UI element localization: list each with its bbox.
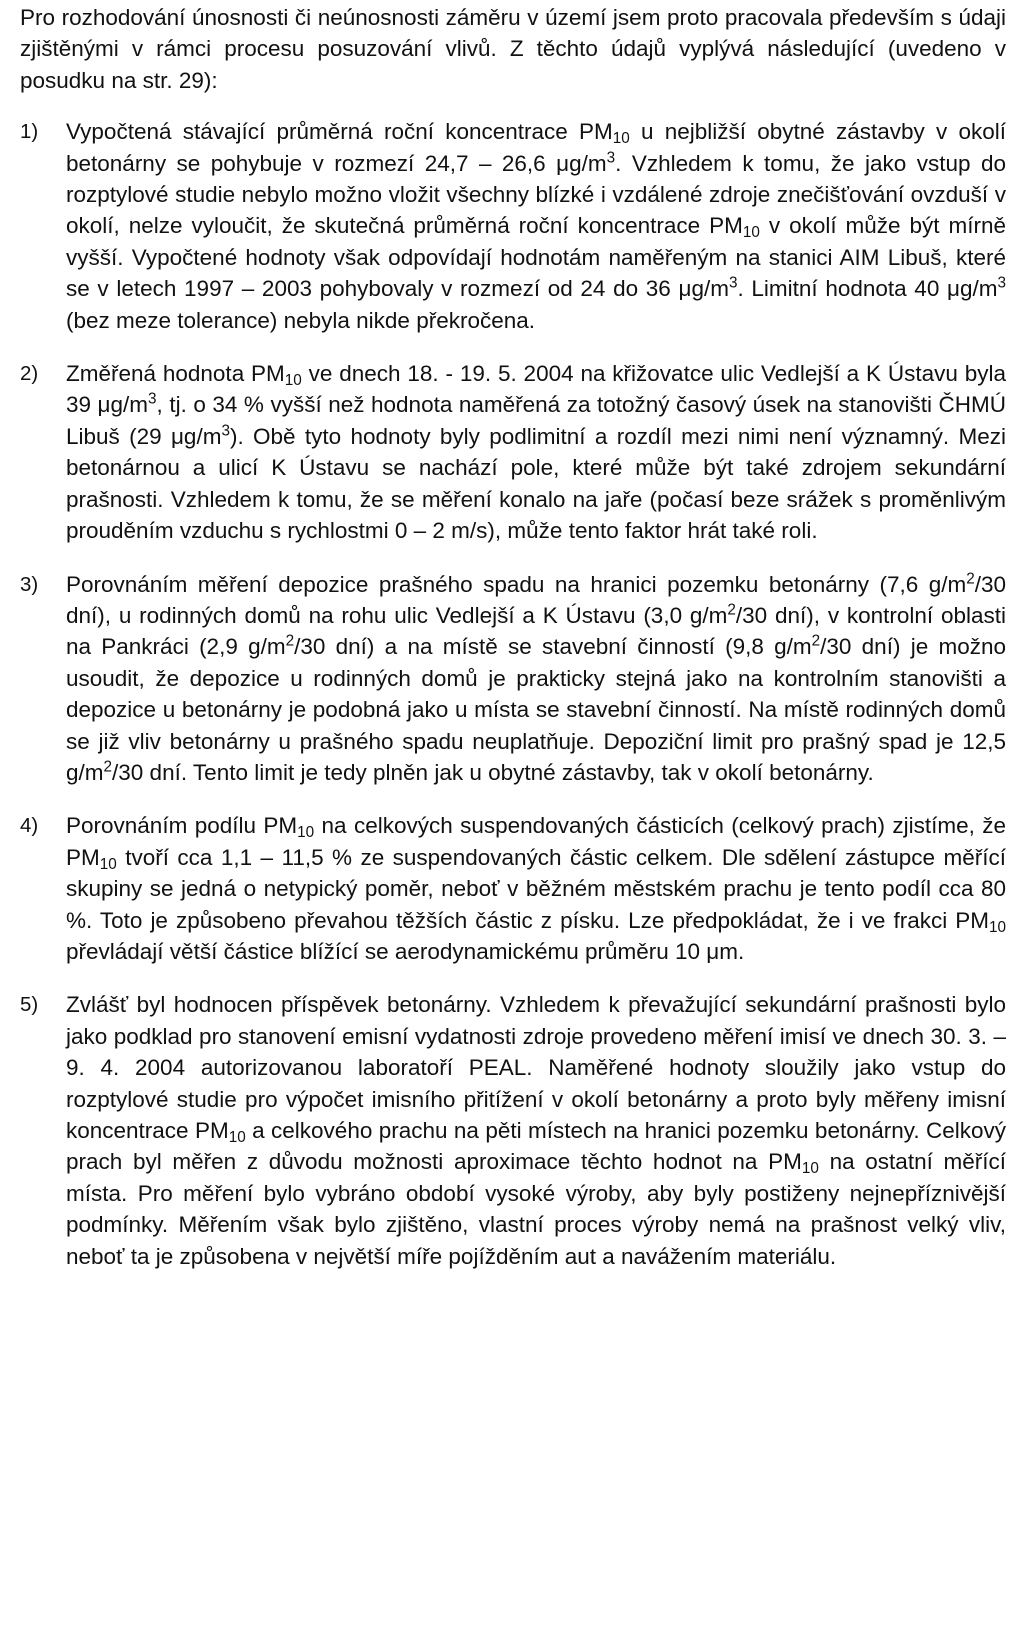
item-text <box>66 989 1006 1272</box>
text-run: /30 dní), u rodinných domů na rohu ulic Vedlejší a K Ústavu (3,0 g/m <box>66 571 1006 628</box>
item-number: 4) <box>20 814 39 838</box>
text-run: . Vzhledem k tomu, že jako vstup do rozptylové studie nebylo možno vložit všechny blízké i vzdálené zdroje znečišťování ovzduší v okolí, nelze vyloučit, že skutečná průměrná roční koncentrace PM <box>66 150 1006 239</box>
subscript: 10 <box>742 224 760 242</box>
findings-list <box>20 116 1006 1272</box>
text-run: ve dnech 18. - 19. 5. 2004 na křižovatce ulic Vedlejší a K Ústavu byla 39 μg/m <box>66 361 1006 418</box>
superscript: 2 <box>285 632 295 650</box>
text-run: Zvlášť byl hodnocen příspěvek betonárny. Vzhledem k převažující sekundární prašnosti bylo jako podklad pro stanovení emisní vydatnosti zdroje provedeno měření imisí ve dnech 30. 3. – 9. 4. 2004 autorizovanou laboratoří PEAL. Naměřené hodnoty sloužily jako vstup do rozptylové studie pro výpočet imisního přitížení v okolí betonárny a proto byly měřeny imisní koncentrace PM <box>66 992 1006 1143</box>
intro-text: Pro rozhodování únosnosti či neúnosnosti záměru v území jsem proto pracovala především s údaji zjištěnými v rámci procesu posuzování vlivů. Z těchto údajů vyplývá následující (uvedeno v posudku na str. 29): <box>20 5 1006 93</box>
item-number: 1) <box>20 120 39 144</box>
item-text <box>66 569 1006 789</box>
text-run: . Limitní hodnota 40 μg/m <box>737 276 998 302</box>
item-text <box>66 810 1006 967</box>
text-run: ). Obě tyto hodnoty byly podlimitní a rozdíl mezi nimi není významný. Mezi betonárnou a ulicí K Ústavu se nachází pole, které může být také zdrojem sekundární prašnosti. Vzhledem k tomu, že se měření konalo na jaře (počasí beze srážek s proměnlivým prouděním vzduchu s rychlostmi 0 – 2 m/s), může tento faktor hrát také roli. <box>66 423 1006 544</box>
text-run: /30 dní) a na místě se stavební činností (9,8 g/m <box>294 634 812 660</box>
superscript: 2 <box>966 570 975 588</box>
text-run: /30 dní. Tento limit je tedy plněn jak u obytné zástavby, tak v okolí betonárny. <box>112 759 874 785</box>
text-run: v okolí může být mírně vyšší. Vypočtené hodnoty však odpovídají hodnotám naměřeným na stanici AIM Libuš, které se v letech 1997 – 2003 pohybovaly v rozmezí od 24 do 36 μg/m <box>66 213 1006 302</box>
text-run: Porovnáním podílu PM <box>66 813 298 839</box>
text-run: , tj. o 34 % vyšší než hodnota naměřená za totožný časový úsek na stanovišti ČHMÚ Libuš (29 μg/m <box>66 392 1006 449</box>
text-run: (bez meze tolerance) nebyla nikde překročena. <box>66 307 536 333</box>
list-item-2 <box>20 358 1006 546</box>
item-number: 5) <box>20 993 39 1017</box>
superscript: 3 <box>997 274 1006 292</box>
superscript: 3 <box>728 274 738 292</box>
superscript: 3 <box>221 422 230 440</box>
subscript: 10 <box>801 1160 819 1178</box>
list-item-1 <box>20 116 1006 336</box>
text-run: a celkového prachu na pěti místech na hranici pozemku betonárny. Celkový prach byl měřen z důvodu možnosti aproximace těchto hodnot na PM <box>66 1118 1007 1175</box>
text-run: /30 dní) je možno usoudit, že depozice u rodinných domů je prakticky stejná jako na kontrolním stanovišti a depozice u betonárny je podobná jako u místa se stavební činností. Na místě rodinných domů se již vliv betonárny u prašného spadu neuplatňuje. Depoziční limit pro prašný spad je 12,5 g/m <box>66 634 1006 785</box>
subscript: 10 <box>284 371 302 389</box>
superscript: 2 <box>727 601 736 619</box>
list-item-3 <box>20 569 1006 789</box>
superscript: 2 <box>103 758 113 776</box>
superscript: 3 <box>148 391 157 409</box>
item-number: 2) <box>20 362 39 386</box>
text-run: tvoří cca 1,1 – 11,5 % ze suspendovaných částic celkem. Dle sdělení zástupce měřící skupiny se jedná o netypický poměr, neboť v běžném městském prachu je tento podíl cca 80 %. Toto je způsobeno převahou těžších částic z písku. Lze předpokládat, že i ve frakci PM <box>66 844 1006 933</box>
subscript: 10 <box>228 1128 246 1146</box>
list-item-5 <box>20 989 1006 1272</box>
text-run: Porovnáním měření depozice prašného spadu na hranici pozemku betonárny (7,6 g/m <box>66 571 967 597</box>
text-run: /30 dní), v kontrolní oblasti na Pankráci (2,9 g/m <box>66 602 1006 660</box>
text-run: Vypočtená stávající průměrná roční koncentrace PM <box>66 119 613 145</box>
text-run: převládají větší částice blížící se aerodynamickému průměru 10 μm. <box>66 938 745 964</box>
item-number: 3) <box>20 572 39 596</box>
subscript: 10 <box>988 918 1006 936</box>
list-item-4 <box>20 810 1006 967</box>
intro-paragraph <box>20 2 1006 96</box>
subscript: 10 <box>99 855 117 873</box>
text-run: Změřená hodnota PM <box>66 361 285 387</box>
item-text <box>66 358 1006 546</box>
subscript: 10 <box>297 824 315 842</box>
text-run: na ostatní měřící místa. Pro měření bylo vybráno období vysoké výroby, aby byly postiženy nejnepříznivější podmínky. Měřením však bylo zjištěno, vlastní proces výroby nemá na prašnost velký vliv, neboť ta je způsobena v největší míře pojížděním aut a navážením materiálu. <box>66 1149 1007 1269</box>
text-run: u nejbližší obytné zástavby v okolí betonárny se pohybuje v rozmezí 24,7 – 26,6 μg/m <box>66 119 1006 176</box>
item-text <box>66 116 1006 336</box>
superscript: 3 <box>606 149 616 167</box>
superscript: 2 <box>811 632 821 650</box>
subscript: 10 <box>612 130 630 148</box>
text-run: na celkových suspendovaných částicích (celkový prach) zjistíme, že PM <box>66 813 1006 870</box>
